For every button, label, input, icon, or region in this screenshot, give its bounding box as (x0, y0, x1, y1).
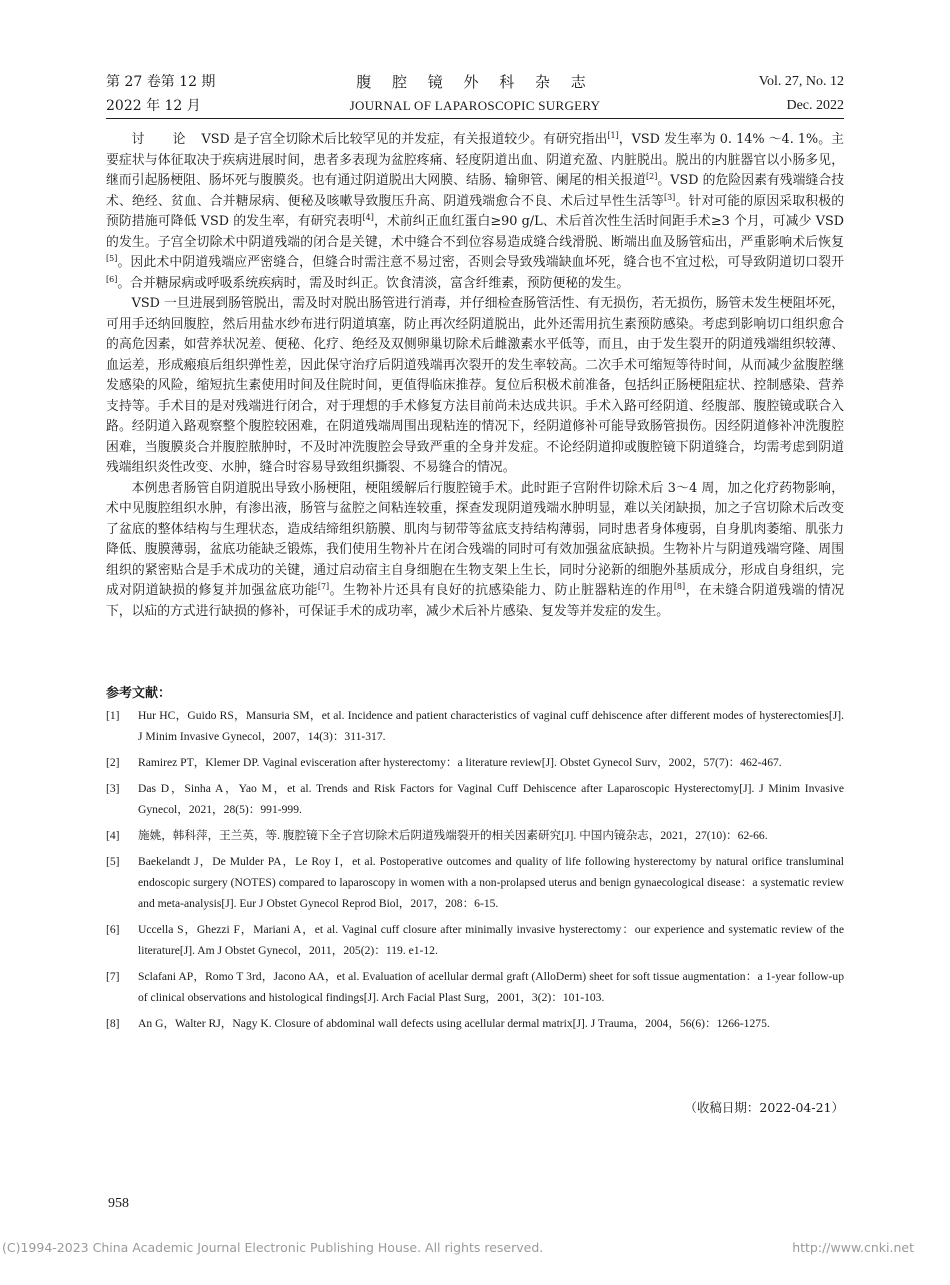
citation: [4] (362, 213, 374, 222)
reference-number: [6] (106, 923, 120, 936)
reference-number: [1] (106, 709, 120, 722)
reference-text: Das D，Sinha A，Yao M，et al. Trends and Risk Factors for Vaginal Cuff Dehiscence after Laparoscopic Hysterectomy[J]. J Minim Invasive Gynecol，2021，28(5)：991-999. (138, 782, 844, 816)
page-number: 958 (108, 1196, 129, 1211)
header-rule (106, 118, 844, 119)
text-run: 。因此术中阴道残端应严密缝合，但缝合时需注意不易过密，否则会导致残端缺血坏死，缝合也不宜过松，可导致阴道切口裂开 (117, 255, 844, 270)
treatment-paragraph: VSD 一旦进展到肠管脱出，需及时对脱出肠管进行消毒，并仔细检查肠管活性、有无损伤，若无损伤，肠管未发生梗阻坏死，可用手还纳回腹腔，然后用盐水纱布进行阴道填塞，防止再次经阴道脱出，此外还需用抗生素预防感染。考虑到影响切口组织愈合的高危因素，如营养状况差、便秘、化疗、绝经及双侧卵巢切除术后雌激素水平低等，而且，由于发生裂开的阴道残端组织较薄、血运差，形成瘢痕后组织弹性差，因此保守治疗后阴道残端再次裂开的发生率较高。二次手术可缩短等待时间，从而减少盆腹腔继发感染的风险，缩短抗生素使用时间及住院时间，更值得临床推荐。复位后积极术前准备，包括纠正肠梗阻症状、控制感染、营养支持等。手术目的是对残端进行闭合，对于理想的手术修复方法目前尚未达成共识。手术入路可经阴道、经腹部、腹腔镜或联合入路。经阴道入路观察整个腹腔较困难，在阴道残端周围出现粘连的情况下，经阴道修补可能导致肠管损伤。因经阴道修补冲洗腹腔困难，当腹膜炎合并腹腔脓肿时，不及时冲洗腹腔会导致严重的全身并发症。不论经阴道抑或腹腔镜下阴道缝合，均需考虑到阴道残端组织炎性改变、水肿，缝合时容易导致组织撕裂、不易缝合的情况。 (106, 296, 844, 475)
citation: [8] (673, 582, 686, 591)
reference-item (106, 705, 844, 747)
case-paragraph (106, 479, 844, 623)
journal-title-en: JOURNAL OF LAPAROSCOPIC SURGERY (349, 98, 601, 113)
reference-text: Baekelandt J，De Mulder PA，Le Roy I，et al. Postoperative outcomes and quality of life following hysterectomy by natural orifice transluminal endoscopic surgery (NOTES) compared to laparoscopy in women with a non-prolapsed uterus and benign gynaecological disease：a systematic review and meta-analysis[J]. Eur J Obstet Gynecol Reprod Biol，2017，208：6-15. (138, 855, 844, 910)
received-date: （收稿日期：2022-04-21） (684, 1100, 844, 1115)
journal-title-cn: 腹 腔 镜 外 科 杂 志 (356, 73, 594, 91)
reference-number: [2] (106, 756, 120, 769)
text-run: 。生物补片还具有良好的抗感染能力、防止脏器粘连的作用 (329, 583, 674, 598)
header-right (759, 70, 844, 118)
reference-item (106, 752, 844, 773)
citation: [7] (317, 582, 330, 591)
volume-en: Vol. 27, No. 12 (758, 74, 844, 89)
reference-list (106, 705, 844, 1039)
cnki-url: http://www.cnki.net (792, 1240, 914, 1255)
text-run: ，术前纠正血红蛋白≥90 g/L、术后首次性生活时间距手术≥3 个月，可减少 VSD 的发生。子宫全切除术中阴道残端的闭合是关键，术中缝合不到位容易造成缝合线滑脱、断端出血及肠管疝出，严重影响术后恢复 (106, 214, 845, 250)
reference-item (106, 919, 844, 961)
reference-number: [8] (106, 1017, 120, 1030)
reference-text: Hur HC，Guido RS，Mansuria SM，et al. Incidence and patient characteristics of vaginal cuff dehiscence after different modes of hysterectomies[J]. J Minim Invasive Gynecol，2007，14(3)：311-317. (138, 709, 844, 743)
text-run: 。针对可能的原因采取积极的预防措施可降低 VSD 的发生率，有研究表明 (106, 193, 845, 229)
reference-number: [4] (106, 829, 120, 842)
citation: [1] (607, 131, 619, 140)
reference-item (106, 851, 844, 914)
running-header (0, 0, 950, 118)
citation: [3] (663, 192, 676, 202)
discussion-paragraph (106, 130, 844, 294)
cnki-footer (0, 1240, 950, 1264)
date-en: Dec. 2022 (786, 98, 844, 113)
reference-text: Uccella S，Ghezzi F，Mariani A，et al. Vaginal cuff closure after minimally invasive hysterectomy：our experience and systematic review of the literature[J]. Am J Obstet Gynecol，2011，205(2)：119. e1-12. (138, 923, 844, 957)
reference-number: [3] (106, 782, 120, 795)
citation: [2] (645, 172, 658, 181)
text-run: ，VSD 发生率为 0. 14% ～4. 1%。主要症状与体征取决于疾病进展时间，患者多表现为盆腔疼痛、轻度阴道出血、阴道充盈、内脏脱出。脱出的内脏器官以小肠多见，继而引起肠梗阻、肠坏死与腹膜炎。也有通过阴道脱出大网膜、结肠、输卵管、阑尾的相关报道 (106, 132, 844, 188)
reference-number: [7] (106, 970, 120, 983)
reference-number: [5] (106, 855, 120, 868)
reference-item (106, 1013, 844, 1034)
copyright-notice: (C)1994-2023 China Academic Journal Electronic Publishing House. All rights reserved. (2, 1240, 544, 1255)
text-run: 。合并糖尿病或呼吸系统疾病时，需及时纠正。饮食清淡，富含纤维素，预防便秘的发生。 (117, 275, 630, 291)
citation: [6] (106, 274, 118, 284)
reference-item (106, 778, 844, 820)
discussion-label: 讨 论 (131, 132, 198, 147)
text-run: 本例患者肠管自阴道脱出导致小肠梗阻，梗阻缓解后行腹腔镜手术。此时距子宫附件切除术后 3～4 周，加之化疗药物影响，术中见腹腔组织水肿，有渗出液，肠管与盆腔之间粘连较重，探查发现阴道残端水肿明显，难以关闭缺损，加之子宫切除术后改变了盆底的整体结构与生理状态，造成结缔组织筋膜、肌肉与韧带等盆底支持结构薄弱，同时患者身体瘦弱，自身肌肉萎缩、肌张力降低、腹膜薄弱，盆底功能缺乏锻炼，我们使用生物补片在闭合残端的同时可有效加强盆底缺损。生物补片与阴道残端穹隆、周围组织的紧密贴合是手术成功的关键，通过启动宿主自身细胞在生物支架上生长，同时分泌新的细胞外基质成分，形成自身组织，完成对阴道缺损的修复并加强盆底功能 (106, 480, 844, 598)
reference-text: 施姚，韩科萍，王兰英，等. 腹腔镜下全子宫切除术后阴道残端裂开的相关因素研究[J]. 中国内镜杂志，2021，27(10)：62-66. (138, 829, 768, 842)
reference-item (106, 966, 844, 1008)
text-run: ，在未缝合阴道残端的情况下，以疝的方式进行缺损的修补，可保证手术的成功率，减少术后补片感染、复发等并发症的发生。 (106, 583, 845, 619)
date-cn: 2022 年 12 月 (106, 98, 201, 114)
references-title: 参考文献： (106, 686, 172, 701)
reference-item (106, 825, 844, 846)
article-body (106, 130, 844, 622)
volume-cn: 第 27 卷第 12 期 (106, 74, 216, 90)
citation: [5] (106, 254, 118, 263)
reference-text: Ramirez PT，Klemer DP. Vaginal evisceration after hysterectomy：a literature review[J]. Obstet Gynecol Surv，2002，57(7)：462-467. (138, 756, 782, 769)
text-run: 。VSD 的危险因素有残端缝合技术、绝经、贫血、合并糖尿病、便秘及咳嗽导致腹压升高、阴道残端愈合不良、术后过早性生活等 (106, 173, 845, 209)
text-run: VSD 是子宫全切除术后比较罕见的并发症，有关报道较少。有研究指出 (201, 132, 608, 147)
reference-text: An G，Walter RJ，Nagy K. Closure of abdominal wall defects using acellular dermal matrix[J]. J Trauma，2004，56(6)：1266-1275. (138, 1017, 770, 1030)
reference-text: Sclafani AP，Romo T 3rd，Jacono AA，et al. Evaluation of acellular dermal graft (AlloDerm) sheet for soft tissue augmentation：a 1-year follow-up of clinical observations and histological findings[J]. Arch Facial Plast Surg，2001，3(2)：101-103. (138, 970, 844, 1004)
